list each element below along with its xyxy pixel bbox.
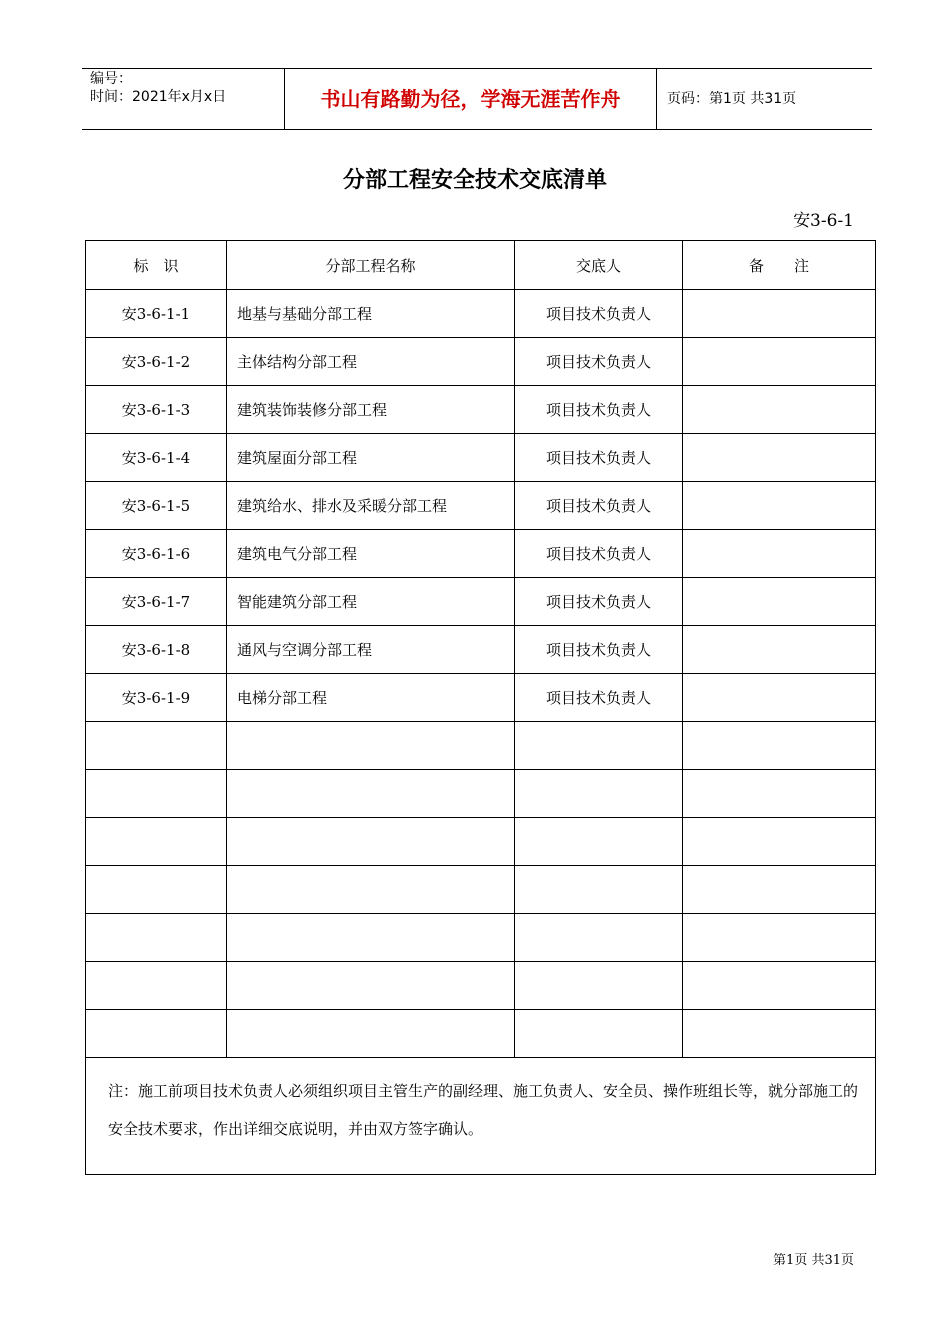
- cell-person: 项目技术负责人: [515, 674, 683, 722]
- header-meta: [82, 69, 284, 129]
- cell-person: 项目技术负责人: [515, 290, 683, 338]
- cell-person: 项目技术负责人: [515, 386, 683, 434]
- table-row: [86, 290, 876, 338]
- cell-note: [683, 434, 876, 482]
- cell-person: [515, 1010, 683, 1058]
- cell-note: [683, 386, 876, 434]
- cell-name: [227, 722, 515, 770]
- header-id: 标 识: [86, 241, 227, 290]
- page-footer: 第1页 共31页: [773, 1253, 854, 1268]
- table-row: [86, 338, 876, 386]
- work-list-table: [85, 240, 876, 1175]
- cell-note: [683, 290, 876, 338]
- doc-time-label: 时间：2021年x月x日: [90, 89, 227, 105]
- cell-name: 建筑屋面分部工程: [227, 434, 515, 482]
- table-row: [86, 674, 876, 722]
- cell-id: [86, 914, 227, 962]
- cell-id: 安3-6-1-8: [86, 626, 227, 674]
- table-note: 注：施工前项目技术负责人必须组织项目主管生产的副经理、施工负责人、安全员、操作班组长等，就分部施工的安全技术要求，作出详细交底说明，并由双方签字确认。: [86, 1058, 876, 1175]
- cell-note: [683, 1010, 876, 1058]
- doc-number-label: 编号：: [90, 71, 132, 87]
- cell-name: [227, 818, 515, 866]
- table-note-row: [86, 1058, 876, 1175]
- cell-name: 通风与空调分部工程: [227, 626, 515, 674]
- header-page-info: 页码：第1页 共31页: [667, 91, 797, 107]
- table-row: [86, 1010, 876, 1058]
- table-row: [86, 866, 876, 914]
- cell-name: 地基与基础分部工程: [227, 290, 515, 338]
- header-name: 分部工程名称: [227, 241, 515, 290]
- document-title: 分部工程安全技术交底清单: [342, 168, 607, 193]
- cell-person: [515, 770, 683, 818]
- cell-id: 安3-6-1-9: [86, 674, 227, 722]
- cell-person: 项目技术负责人: [515, 434, 683, 482]
- cell-note: [683, 626, 876, 674]
- cell-note: [683, 530, 876, 578]
- cell-name: 建筑给水、排水及采暖分部工程: [227, 482, 515, 530]
- table-row: [86, 722, 876, 770]
- cell-name: 智能建筑分部工程: [227, 578, 515, 626]
- cell-note: [683, 770, 876, 818]
- cell-id: 安3-6-1-1: [86, 290, 227, 338]
- cell-id: 安3-6-1-7: [86, 578, 227, 626]
- cell-note: [683, 338, 876, 386]
- cell-id: 安3-6-1-4: [86, 434, 227, 482]
- cell-id: [86, 866, 227, 914]
- table-row: [86, 770, 876, 818]
- cell-id: [86, 818, 227, 866]
- document-code: 安3-6-1: [793, 211, 854, 231]
- cell-person: [515, 962, 683, 1010]
- table-row: [86, 386, 876, 434]
- cell-note: [683, 674, 876, 722]
- cell-person: 项目技术负责人: [515, 626, 683, 674]
- cell-id: 安3-6-1-3: [86, 386, 227, 434]
- table-row: [86, 434, 876, 482]
- table-row: [86, 530, 876, 578]
- cell-name: 建筑电气分部工程: [227, 530, 515, 578]
- cell-person: [515, 818, 683, 866]
- cell-name: 主体结构分部工程: [227, 338, 515, 386]
- table-row: [86, 482, 876, 530]
- cell-name: [227, 914, 515, 962]
- page-header: [82, 68, 872, 130]
- cell-name: 电梯分部工程: [227, 674, 515, 722]
- table-row: [86, 626, 876, 674]
- header-note: 备 注: [683, 241, 876, 290]
- cell-note: [683, 866, 876, 914]
- cell-id: 安3-6-1-2: [86, 338, 227, 386]
- cell-person: [515, 914, 683, 962]
- cell-note: [683, 578, 876, 626]
- cell-note: [683, 914, 876, 962]
- cell-person: 项目技术负责人: [515, 530, 683, 578]
- cell-id: [86, 1010, 227, 1058]
- cell-name: [227, 1010, 515, 1058]
- cell-id: 安3-6-1-6: [86, 530, 227, 578]
- table-row: [86, 914, 876, 962]
- cell-id: [86, 770, 227, 818]
- cell-id: 安3-6-1-5: [86, 482, 227, 530]
- cell-person: 项目技术负责人: [515, 482, 683, 530]
- cell-person: [515, 866, 683, 914]
- header-person: 交底人: [515, 241, 683, 290]
- cell-note: [683, 722, 876, 770]
- table-header-row: [86, 241, 876, 290]
- cell-note: [683, 818, 876, 866]
- cell-name: [227, 866, 515, 914]
- table-row: [86, 578, 876, 626]
- cell-id: [86, 962, 227, 1010]
- cell-person: [515, 722, 683, 770]
- cell-person: 项目技术负责人: [515, 338, 683, 386]
- cell-name: 建筑装饰装修分部工程: [227, 386, 515, 434]
- table-row: [86, 818, 876, 866]
- cell-person: 项目技术负责人: [515, 578, 683, 626]
- cell-note: [683, 482, 876, 530]
- header-motto: 书山有路勤为径，学海无涯苦作舟: [284, 69, 657, 129]
- cell-name: [227, 770, 515, 818]
- cell-name: [227, 962, 515, 1010]
- cell-id: [86, 722, 227, 770]
- cell-note: [683, 962, 876, 1010]
- table-row: [86, 962, 876, 1010]
